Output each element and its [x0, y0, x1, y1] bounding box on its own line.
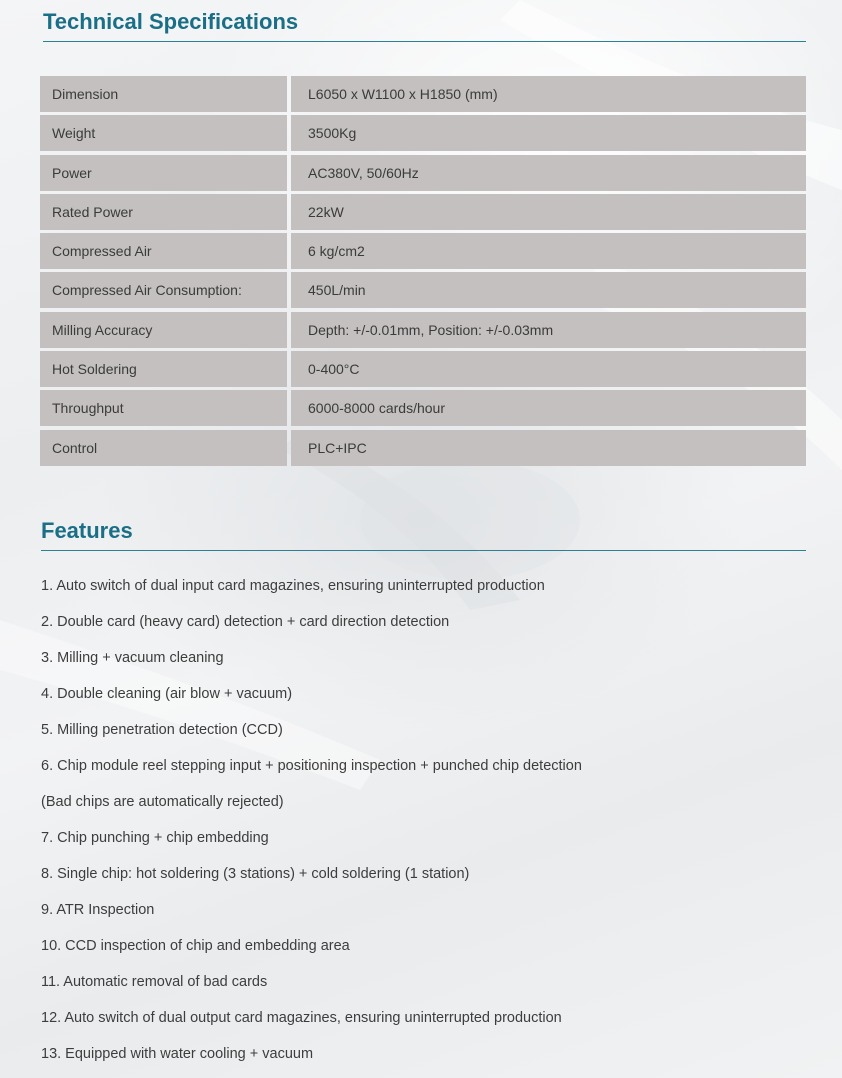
spec-label: Dimension: [40, 76, 287, 112]
spec-row: [40, 76, 806, 112]
features-section-title: Features: [41, 518, 806, 551]
spec-value: PLC+IPC: [291, 430, 806, 466]
spec-label: Control: [40, 430, 287, 466]
feature-item: 2. Double card (heavy card) detection + card direction detection: [41, 614, 450, 630]
feature-item: 13. Equipped with water cooling + vacuum: [41, 1046, 314, 1062]
spec-value: 450L/min: [291, 272, 806, 308]
spec-label: Weight: [40, 115, 287, 151]
feature-item: 6. Chip module reel stepping input + positioning inspection + punched chip detection: [41, 758, 582, 774]
spec-value: 3500Kg: [291, 115, 806, 151]
spec-value: L6050 x W1100 x H1850 (mm): [291, 76, 806, 112]
feature-item: 7. Chip punching + chip embedding: [41, 830, 269, 846]
feature-item: 11. Automatic removal of bad cards: [41, 974, 268, 990]
feature-item: 1. Auto switch of dual input card magazines, ensuring uninterrupted production: [41, 578, 545, 594]
feature-item: 10. CCD inspection of chip and embedding area: [41, 938, 350, 954]
feature-item: 3. Milling + vacuum cleaning: [41, 650, 224, 666]
spec-value: AC380V, 50/60Hz: [291, 155, 806, 191]
feature-item: 12. Auto switch of dual output card magazines, ensuring uninterrupted production: [41, 1010, 562, 1026]
spec-row: [40, 194, 806, 230]
spec-section-title: Technical Specifications: [43, 9, 806, 42]
spec-row: [40, 155, 806, 191]
spec-label: Rated Power: [40, 194, 287, 230]
spec-label: Hot Soldering: [40, 351, 287, 387]
spec-label: Milling Accuracy: [40, 312, 287, 348]
feature-item: 5. Milling penetration detection (CCD): [41, 722, 283, 738]
spec-label: Throughput: [40, 390, 287, 426]
spec-label: Compressed Air: [40, 233, 287, 269]
feature-item: 9. ATR Inspection: [41, 902, 155, 918]
spec-table: [40, 76, 806, 469]
spec-value: 6 kg/cm2: [291, 233, 806, 269]
spec-row: [40, 351, 806, 387]
spec-row: [40, 312, 806, 348]
feature-item: 4. Double cleaning (air blow + vacuum): [41, 686, 293, 702]
spec-value: Depth: +/-0.01mm, Position: +/-0.03mm: [291, 312, 806, 348]
spec-row: [40, 390, 806, 426]
features-list: [41, 568, 806, 1072]
spec-value: 22kW: [291, 194, 806, 230]
spec-row: [40, 430, 806, 466]
spec-row: [40, 115, 806, 151]
spec-value: 6000-8000 cards/hour: [291, 390, 806, 426]
spec-label: Compressed Air Consumption:: [40, 272, 287, 308]
spec-row: [40, 272, 806, 308]
spec-row: [40, 233, 806, 269]
spec-value: 0-400°C: [291, 351, 806, 387]
spec-label: Power: [40, 155, 287, 191]
feature-item: (Bad chips are automatically rejected): [41, 794, 284, 810]
feature-item: 8. Single chip: hot soldering (3 stations) + cold soldering (1 station): [41, 866, 470, 882]
